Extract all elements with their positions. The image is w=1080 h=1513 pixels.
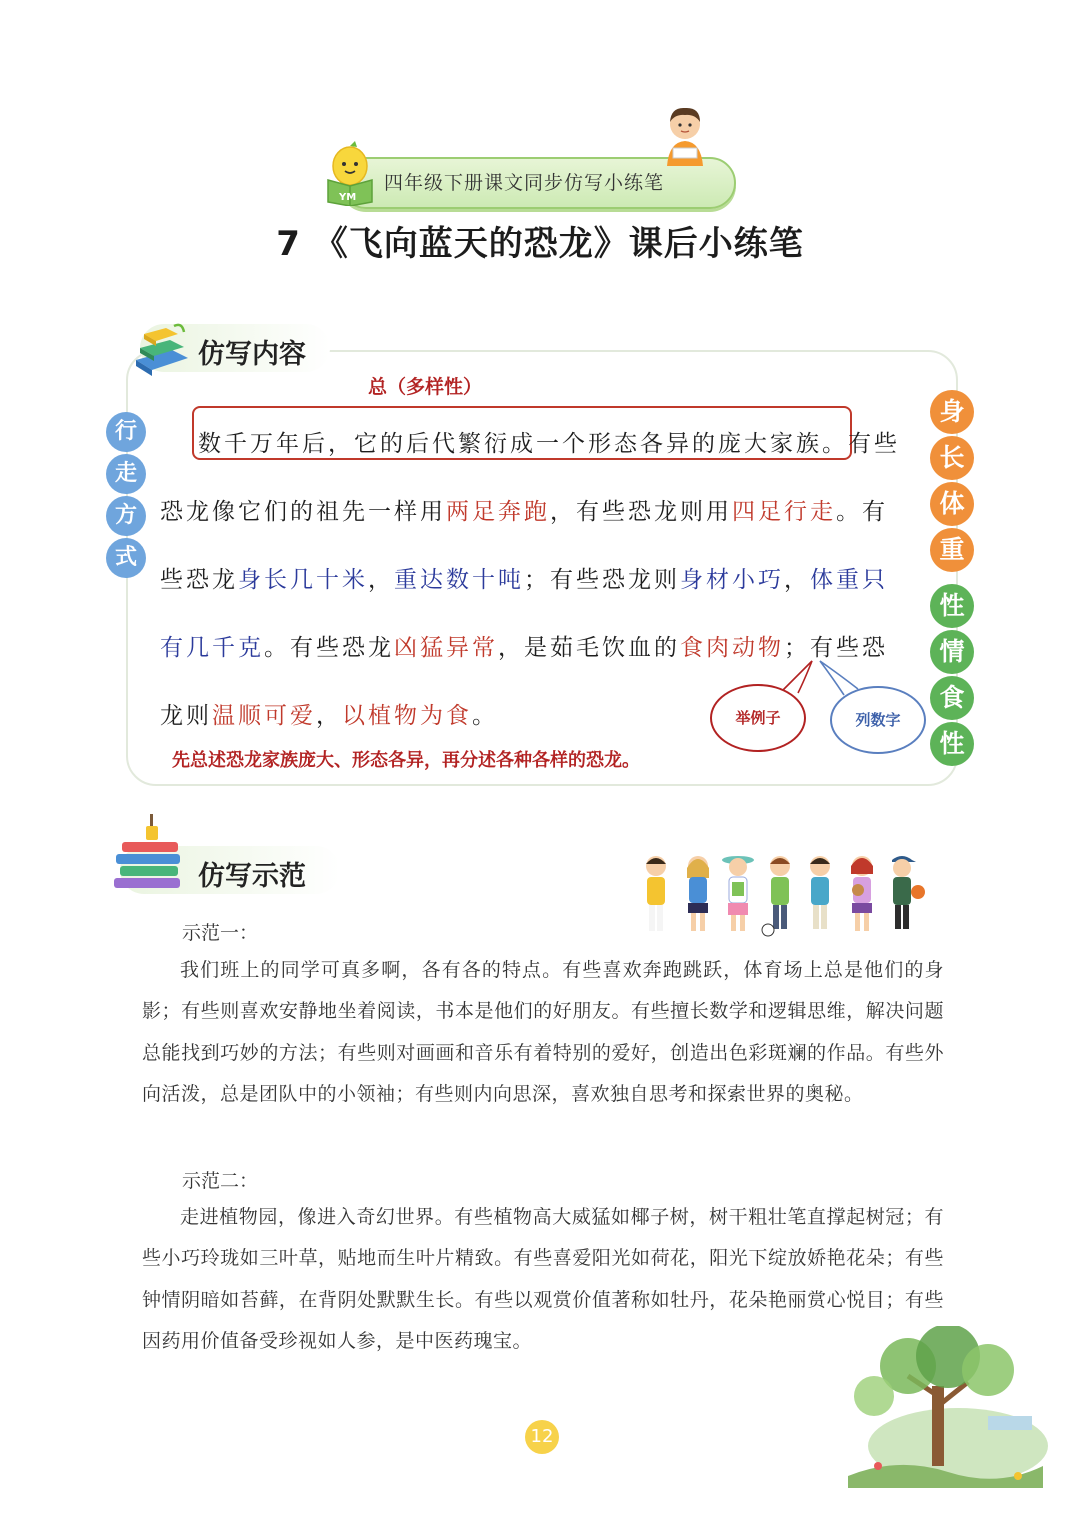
label-char: 方: [106, 496, 146, 536]
highlight-red: 凶猛异常: [394, 635, 498, 661]
section1-title: 仿写内容: [198, 339, 306, 370]
highlight-red: 四足行走: [732, 499, 836, 525]
label-char: 走: [106, 454, 146, 494]
highlight-red: 两足奔跑: [446, 499, 550, 525]
children-group-icon: [636, 852, 930, 938]
banner-text: 四年级下册课文同步仿写小练笔: [384, 172, 665, 194]
example2-label: 示范二：: [182, 1170, 259, 1192]
para-span: 。有些恐龙: [264, 635, 394, 661]
book-stack-icon: [110, 812, 190, 892]
highlight-blue: 重达数十吨: [394, 567, 524, 593]
example1-label: 示范一：: [182, 922, 259, 944]
label-walking-style: [106, 412, 146, 580]
example1-text: [142, 950, 944, 1115]
boy-reading-icon: [655, 104, 715, 166]
highlight-red: 食肉动物: [680, 635, 784, 661]
para-span: ，: [368, 567, 394, 593]
label-char: 性: [930, 584, 974, 628]
para-span: ，: [784, 567, 810, 593]
summary-label: 总（多样性）: [368, 376, 483, 398]
para-span: 。: [472, 703, 498, 729]
lemon-mascot-icon: [322, 140, 378, 206]
label-char: 行: [106, 412, 146, 452]
highlight-blue: 身材小巧: [680, 567, 784, 593]
para-span: ；有些恐龙则: [160, 635, 888, 729]
highlight-blue: 身长几十米: [238, 567, 368, 593]
label-char: 长: [930, 436, 974, 480]
example2-text: [142, 1197, 944, 1362]
park-scene-illustration: [838, 1326, 1048, 1488]
label-char: 式: [106, 538, 146, 578]
para-span: ，是茹毛饮血的: [498, 635, 680, 661]
label-char: 重: [930, 528, 974, 572]
bubble-numbers: 列数字: [830, 686, 926, 754]
label-char: 体: [930, 482, 974, 526]
highlight-blue: 体重只有几千克: [160, 567, 888, 661]
para-span: ，: [316, 703, 342, 729]
structure-note: 先总述恐龙家族庞大、形态各异，再分述各种各样的恐龙。: [172, 750, 640, 771]
label-char: 情: [930, 630, 974, 674]
label-char: 食: [930, 676, 974, 720]
highlight-red: 温顺可爱: [212, 703, 316, 729]
bubble-example: 举例子: [710, 684, 806, 752]
para-span: ；有些恐龙则: [524, 567, 680, 593]
section2-title: 仿写示范: [198, 861, 306, 892]
label-size-weight: [930, 390, 974, 574]
para-span: 有些恐龙像它们的祖先一样用: [160, 431, 900, 525]
para-span: 数千万年后，它的后代繁衍成一个形态各异的庞大家族。: [198, 431, 848, 457]
example2-paragraph: 走进植物园，像进入奇幻世界。有些植物高大威猛如椰子树，树干粗壮笔直撑起树冠；有些小巧玲珑如三叶草，贴地而生叶片精致。有些喜爱阳光如荷花，阳光下绽放娇艳花朵；有些钟情阴暗如苔藓，在背阴处默默生长。有些以观赏价值著称如牡丹，花朵艳丽赏心悦目；有些因药用价值备受珍视如人参，是中医药瑰宝。: [142, 1206, 944, 1352]
mascot-letters: YM: [339, 192, 357, 203]
para-span: ，有些恐龙则用: [550, 499, 732, 525]
page-number: 12: [525, 1420, 559, 1454]
para-span: 。有些恐龙: [160, 499, 888, 593]
example1-paragraph: 我们班上的同学可真多啊，各有各的特点。有些喜欢奔跑跳跃，体育场上总是他们的身影；有些则喜欢安静地坐着阅读，书本是他们的好朋友。有些擅长数学和逻辑思维，解决问题总能找到巧妙的方法；有些则对画画和音乐有着特别的爱好，创造出色彩斑斓的作品。有些外向活泼，总是团队中的小领袖；有些则内向思深，喜欢独自思考和探索世界的奥秘。: [142, 959, 944, 1105]
books-icon: [132, 320, 192, 378]
highlight-red: 以植物为食: [342, 703, 472, 729]
label-char: 性: [930, 722, 974, 766]
label-char: 身: [930, 390, 974, 434]
page-title: 7 《飞向蓝天的恐龙》课后小练笔: [276, 224, 804, 264]
